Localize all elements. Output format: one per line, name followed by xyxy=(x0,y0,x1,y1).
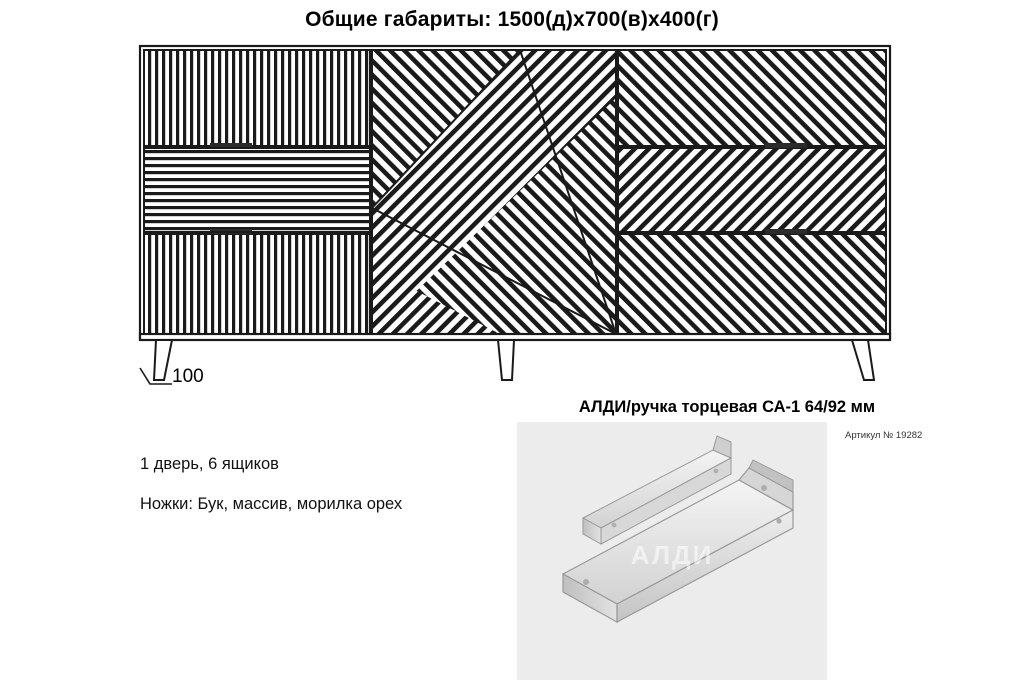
dimension-label-100: 100 xyxy=(172,366,204,387)
drawer-left-bottom xyxy=(144,229,370,334)
spec-legs: Ножки: Бук, массив, морилка орех xyxy=(140,495,403,513)
drawer-left-top xyxy=(144,50,370,146)
handle-image-panel xyxy=(517,422,827,680)
article-number: Артикул № 19282 xyxy=(845,430,923,441)
drawer-right-middle xyxy=(618,143,886,232)
handle-title: АЛДИ/ручка торцевая СА-1 64/92 мм xyxy=(578,398,876,416)
legs xyxy=(154,340,874,380)
cabinet-drawing xyxy=(120,38,910,398)
page-title: Общие габариты: 1500(д)x700(в)x400(г) xyxy=(305,8,719,31)
drawer-right-top xyxy=(618,50,886,146)
drawer-left-middle xyxy=(144,143,370,232)
watermark-aldi: АЛДИ xyxy=(630,540,714,570)
drawer-right-bottom xyxy=(618,229,886,334)
center-door xyxy=(372,50,616,334)
spec-doors-drawers: 1 дверь, 6 ящиков xyxy=(140,455,279,473)
